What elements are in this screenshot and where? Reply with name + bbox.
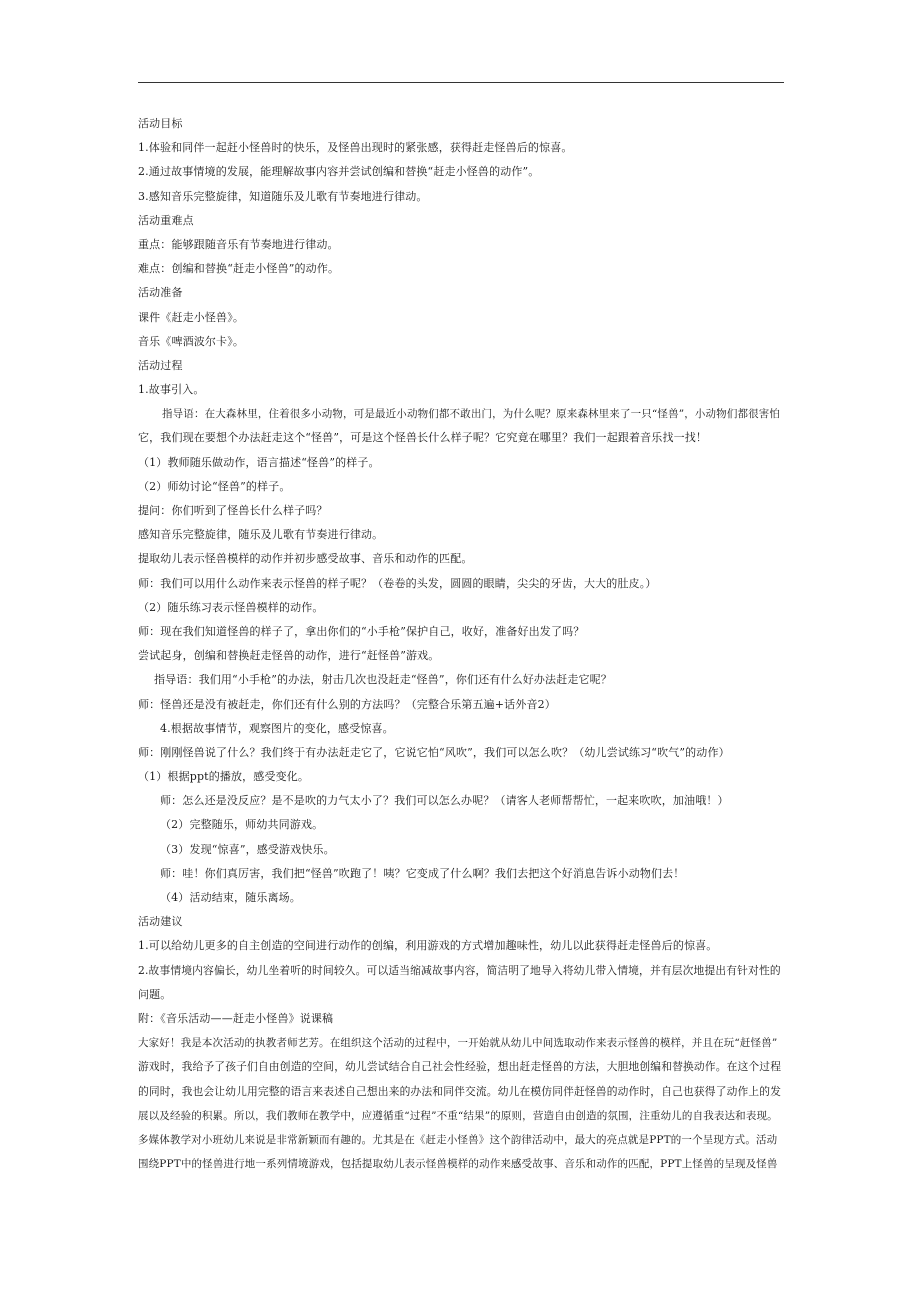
teacher-line: 师：怪兽还是没有被赶走，你们还有什么别的方法吗？（完整合乐第五遍+话外音2）	[138, 697, 556, 711]
process-sub-item: （2）完整随乐，师幼共同游戏。	[160, 818, 324, 832]
process-sub-item: （1）教师随乐做动作，语言描述“怪兽”的样子。	[138, 455, 380, 469]
preparation-item-music: 音乐《啤酒波尔卡》。	[138, 334, 244, 348]
goal-item-3: 3.感知音乐完整旋律，知道随乐及儿歌有节奏地进行律动。	[138, 189, 428, 203]
lecture-paragraph-line: 围绕PPT中的怪兽进行地一系列情境游戏，包括提取幼儿表示怪兽模样的动作来感受故事、音乐和动作的匹配，PPT上怪兽的呈现及怪兽	[138, 1158, 778, 1171]
process-step-1: 1.故事引入。	[138, 383, 205, 397]
teacher-line: 师：刚刚怪兽说了什么？我们终于有办法赶走它了，它说它怕“风吹”，我们可以怎么吹？（幼儿尝试练习“吹气”的动作）	[138, 745, 730, 759]
appendix-title: 附：《音乐活动——赶走小怪兽》说课稿	[138, 1011, 334, 1025]
lecture-paragraph-line: 多媒体教学对小班幼儿来说是非常新颖而有趣的。尤其是在《赶走小怪兽》这个韵律活动中，最大的亮点就是PPT的一个呈现方式。活动	[138, 1133, 778, 1146]
text-line: 感知音乐完整旋律，随乐及儿歌有节奏进行律动。	[138, 528, 384, 542]
header-rule	[138, 82, 784, 83]
goal-item-1: 1.体验和同伴一起赶小怪兽时的快乐，及怪兽出现时的紧张感，获得赶走怪兽后的惊喜。	[138, 141, 573, 155]
guide-text-continuation: 它，我们现在要想个办法赶走这个“怪兽”，可是这个怪兽长什么样子呢？它究竟在哪里？我们一起跟着音乐找一找！	[138, 431, 708, 445]
text-line: 提取幼儿表示怪兽模样的动作并初步感受故事、音乐和动作的匹配。	[138, 552, 473, 566]
section-heading-goals: 活动目标	[138, 117, 183, 130]
key-point-line: 重点：能够跟随音乐有节奏地进行律动。	[138, 237, 339, 251]
process-sub-item: （1）根据ppt的播放，感受变化。	[138, 770, 310, 784]
lecture-paragraph-line: 大家好！我是本次活动的执教者师艺芳。在组织这个活动的过程中，一开始就从幼儿中间选取动作来表示怪兽的模样，并且在玩“赶怪兽”	[138, 1037, 778, 1050]
teacher-line: 师：哇！你们真厉害，我们把“怪兽”吹跑了！咦？它变成了什么啊？我们去把这个好消息告诉小动物们去！	[160, 866, 685, 880]
text-line: 尝试起身，创编和替换赶走怪兽的动作，进行“赶怪兽”游戏。	[138, 649, 440, 663]
question-line: 提问：你们听到了怪兽长什么样子吗？	[138, 504, 328, 517]
suggestion-item-1: 1.可以给幼儿更多的自主创造的空间进行动作的创编，利用游戏的方式增加趣味性，幼儿以此获得赶走怪兽后的惊喜。	[138, 939, 718, 953]
section-heading-key-points: 活动重难点	[138, 213, 194, 227]
goal-item-2: 2.通过故事情境的发展，能理解故事内容并尝试创编和替换“赶走小怪兽的动作”。	[138, 165, 540, 179]
lecture-paragraph-line: 展以及经验的积累。所以，我们教师在教学中，应遵循重“过程”不重“结果”的原则，营造自由创造的氛围，注重幼儿的自我表达和表现。	[138, 1109, 778, 1122]
process-sub-item: （2）随乐练习表示怪兽模样的动作。	[138, 600, 324, 614]
process-sub-item: （4）活动结束，随乐离场。	[160, 891, 301, 904]
process-step-4: 4.根据故事情节，观察图片的变化，感受惊喜。	[160, 721, 394, 735]
document-body	[138, 112, 786, 1176]
suggestion-item-2: 2.故事情境内容偏长，幼儿坐着听的时间较久。可以适当缩减故事内容，简洁明了地导入将幼儿带入情境，并有层次地提出有针对性的	[138, 963, 781, 977]
lecture-paragraph-line: 游戏时，我给予了孩子们自由创造的空间，幼儿尝试结合自己社会性经验，想出赶走怪兽的方法，大胆地创编和替换动作。在这个过程	[138, 1060, 782, 1074]
difficulty-line: 难点：创编和替换“赶走小怪兽”的动作。	[138, 262, 340, 276]
suggestion-item-2-continuation: 问题。	[138, 987, 172, 1001]
teacher-line: 师：我们可以用什么动作来表示怪兽的样子呢？（卷卷的头发，圆圆的眼睛，尖尖的牙齿，大大的肚皮。）	[138, 576, 657, 590]
preparation-item-courseware: 课件《赶走小怪兽》。	[138, 310, 244, 324]
process-sub-item: （3）发现“惊喜”，感受游戏快乐。	[160, 842, 335, 856]
teacher-line: 师：现在我们知道怪兽的样子了，拿出你们的“小手枪”保护自己，收好，准备好出发了吗？	[138, 624, 585, 638]
section-heading-suggestions: 活动建议	[138, 915, 183, 929]
process-sub-item: （2）师幼讨论“怪兽”的样子。	[138, 479, 291, 493]
guide-text-paragraph: 指导语：在大森林里，住着很多小动物，可是最近小动物们都不敢出门，为什么呢？原来森林里来了一只“怪兽”，小动物们都很害怕	[162, 408, 781, 421]
teacher-line: 师：怎么还是没反应？是不是吹的力气太小了？我们可以怎么办呢？（请客人老师帮帮忙，一起来吹吹，加油哦！）	[160, 794, 729, 808]
section-heading-preparation: 活动准备	[138, 286, 183, 300]
guide-text-line: 指导语：我们用“小手枪”的办法，射击几次也没赶走“怪兽”，你们还有什么好办法赶走它呢？	[154, 673, 612, 687]
lecture-paragraph-line: 的同时，我也会让幼儿用完整的语言来表述自己想出来的办法和同伴交流。幼儿在模仿同伴赶怪兽的动作时，自己也获得了动作上的发	[138, 1084, 782, 1098]
section-heading-process: 活动过程	[138, 358, 183, 372]
